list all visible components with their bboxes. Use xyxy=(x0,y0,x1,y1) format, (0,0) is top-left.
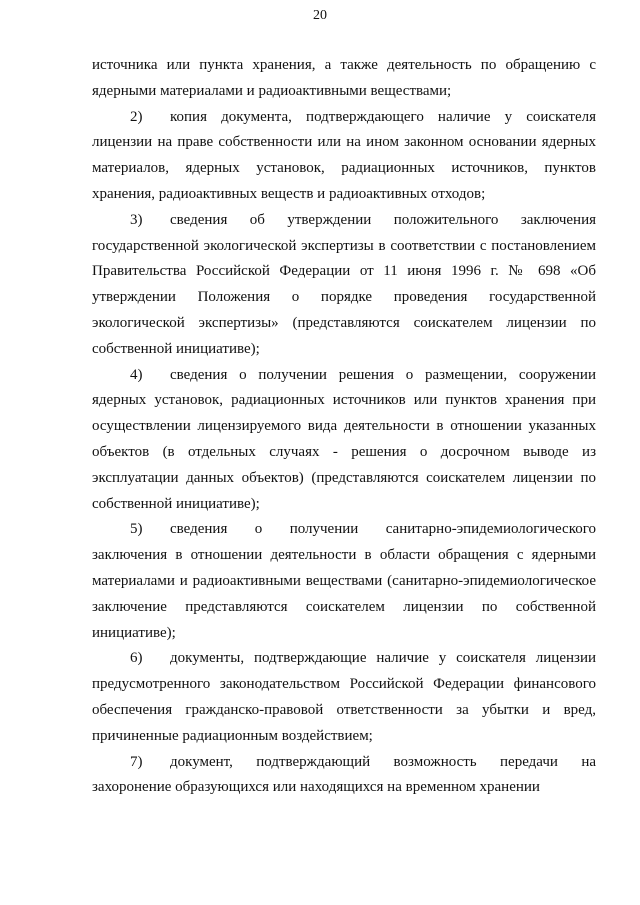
list-item-text: сведения о получении решения о размещении, сооружении ядерных установок, радиационных источников или пунктов хранения при осуществлении лицензируемого вида деятельности в отношении указанных объектов (в отдельных случаях - решения о досрочном выводе из эксплуатации данных объектов) (представляются соискателем лицензии по собственной инициативе); xyxy=(92,366,596,512)
list-item-number: 4) xyxy=(130,366,143,383)
list-item-text: сведения об утверждении положительного заключения государственной экологической экспертизы в соответствии с постановлением Правительства Российской Федерации от 11 июня 1996 г. № 698 «Об утверждении Положения о порядке проведения государственной экологической экспертизы» (представляются соискателем лицензии по собственной инициативе); xyxy=(92,211,596,357)
list-item-number: 3) xyxy=(130,211,143,228)
list-item-7 xyxy=(92,750,596,802)
paragraph-continued xyxy=(92,53,596,105)
list-item-3 xyxy=(92,208,596,363)
list-item-6 xyxy=(92,646,596,749)
document-body xyxy=(92,53,596,801)
list-item-number: 2) xyxy=(130,108,143,125)
page-number: 20 xyxy=(313,8,327,23)
list-item-number: 7) xyxy=(130,753,143,770)
paragraph-text: источника или пункта хранения, а также деятельность по обращению с ядерными материалами и радиоактивными веществами; xyxy=(92,57,596,99)
list-item-5 xyxy=(92,517,596,646)
list-item-4 xyxy=(92,363,596,518)
list-item-2 xyxy=(92,105,596,208)
list-item-text: сведения о получении санитарно-эпидемиологического заключения в отношении деятельности в области обращения с ядерными материалами и радиоактивными веществами (санитарно-эпидемиологическое заключение представляются соискателем лицензии по собственной инициативе); xyxy=(92,521,596,641)
list-item-text: документы, подтверждающие наличие у соискателя лицензии предусмотренного законодательством Российской Федерации финансового обеспечения гражданско-правовой ответственности за убытки и вред, причиненные радиационным воздействием; xyxy=(92,650,596,744)
list-item-text: копия документа, подтверждающего наличие у соискателя лицензии на праве собственности или на ином законном основании ядерных материалов, ядерных установок, радиационных источников, пунктов хранения, радиоактивных веществ и радиоактивных отходов; xyxy=(92,108,596,202)
list-item-number: 5) xyxy=(130,521,143,538)
list-item-text: документ, подтверждающий возможность передачи на захоронение образующихся или находящихся на временном хранении xyxy=(92,753,596,796)
list-item-number: 6) xyxy=(130,650,143,667)
